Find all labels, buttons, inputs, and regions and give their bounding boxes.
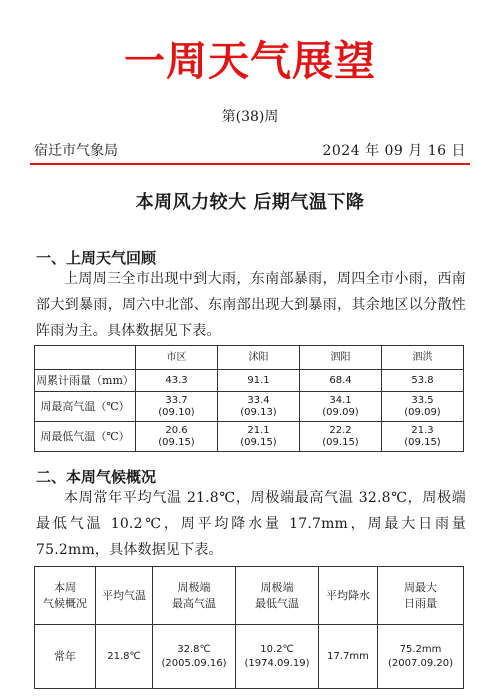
row-label: 周最低气温（℃） (35, 422, 136, 452)
table-cell (382, 422, 464, 452)
cell-value: 10.2℃ (260, 643, 294, 655)
column-header: 沭阳 (218, 346, 300, 370)
table-row (35, 422, 464, 452)
cell-date: (09.09) (404, 406, 441, 418)
table-cell (96, 625, 153, 689)
section-2-paragraph: 本周常年平均气温 21.8℃，周极端最高气温 32.8℃，周极端最低气温 10.2℃，周平均降水量 17.7mm，周最大日雨量 75.2mm，具体数据见下表。 (36, 490, 466, 558)
cell-date: (09.09) (322, 406, 359, 418)
table-cell (218, 392, 300, 422)
table-cell (136, 392, 218, 422)
header-line: 平均气温 (102, 588, 146, 602)
cell-date: (09.15) (240, 436, 277, 448)
cell-value: 22.2 (329, 424, 352, 436)
cell-value: 21.8℃ (107, 650, 141, 662)
section-1-title: 一、上周天气回顾 (36, 249, 157, 267)
row-label: 周累计雨量（mm） (35, 370, 136, 392)
table-cell (136, 422, 218, 452)
headline: 本周风力较大 后期气温下降 (135, 192, 365, 213)
table-cell (378, 625, 464, 689)
cell-date: (09.10) (158, 406, 195, 418)
header-line: 周极端 (260, 580, 294, 594)
section-1-paragraph: 上周周三全市出现中到大雨，东南部暴雨，周四全市小雨，西南部大到暴雨，周六中北部、东南部出现大到暴雨，其余地区以分散性阵雨为主。具体数据见下表。 (36, 271, 466, 339)
cell-date: (2005.09.16) (161, 657, 227, 669)
table-cell: 68.4 (300, 370, 382, 392)
table-cell (300, 422, 382, 452)
cell-date: (09.13) (240, 406, 277, 418)
cell-value: 21.3 (411, 424, 434, 436)
publisher-row (34, 140, 466, 160)
table-row (35, 370, 464, 392)
table-cell (382, 392, 464, 422)
red-divider (30, 163, 470, 165)
cell-value: 20.6 (165, 424, 188, 436)
cell-value: 33.4 (247, 394, 270, 406)
table-cell (236, 625, 319, 689)
issue-number: 第(38)周 (221, 109, 279, 125)
cell-value: 33.7 (165, 394, 188, 406)
climate-table (34, 566, 464, 689)
table-row (35, 392, 464, 422)
column-header (96, 567, 153, 625)
header-line: 日雨量 (404, 596, 437, 610)
table-cell (319, 625, 378, 689)
column-header (35, 567, 96, 625)
cell-date: (09.15) (158, 436, 195, 448)
table-cell (300, 392, 382, 422)
table-cell: 43.3 (136, 370, 218, 392)
table-header-row (35, 346, 464, 370)
cell-value: 33.5 (411, 394, 434, 406)
column-header (319, 567, 378, 625)
cell-value: 75.2mm (399, 643, 442, 655)
column-header: 泗洪 (382, 346, 464, 370)
publisher-name: 宿迁市气象局 (34, 143, 118, 159)
cell-value: 21.1 (247, 424, 270, 436)
header-line: 周最大 (404, 580, 437, 594)
table-corner-cell (35, 346, 136, 370)
cell-date: (2007.09.20) (387, 657, 454, 669)
table-cell (218, 422, 300, 452)
header-line: 本周 (54, 580, 76, 594)
cell-date: (09.15) (404, 436, 441, 448)
table-cell: 53.8 (382, 370, 464, 392)
cell-date: (1974.09.19) (244, 657, 310, 669)
column-header: 泗阳 (300, 346, 382, 370)
banner-title: 一周天气展望 (124, 37, 376, 85)
column-header: 市区 (136, 346, 218, 370)
table-cell (153, 625, 236, 689)
publish-date: 2024 年 09 月 16 日 (322, 143, 466, 159)
row-label: 周最高气温（℃） (35, 392, 136, 422)
header-line: 最高气温 (172, 596, 216, 610)
section-2-title: 二、本周气候概况 (36, 468, 157, 486)
header-line: 平均降水 (326, 588, 370, 602)
header-line: 最低气温 (255, 596, 299, 610)
column-header (378, 567, 464, 625)
column-header (236, 567, 319, 625)
cell-value: 34.1 (329, 394, 352, 406)
row-label: 常年 (35, 625, 96, 689)
last-week-table (34, 345, 464, 452)
column-header (153, 567, 236, 625)
cell-date: (09.15) (322, 436, 359, 448)
header-line: 气候概况 (43, 596, 87, 610)
table-header-row (35, 567, 464, 625)
table-row (35, 625, 464, 689)
table-cell: 91.1 (218, 370, 300, 392)
cell-value: 32.8℃ (177, 643, 211, 655)
cell-value: 17.7mm (327, 650, 369, 662)
header-line: 周极端 (177, 580, 211, 594)
